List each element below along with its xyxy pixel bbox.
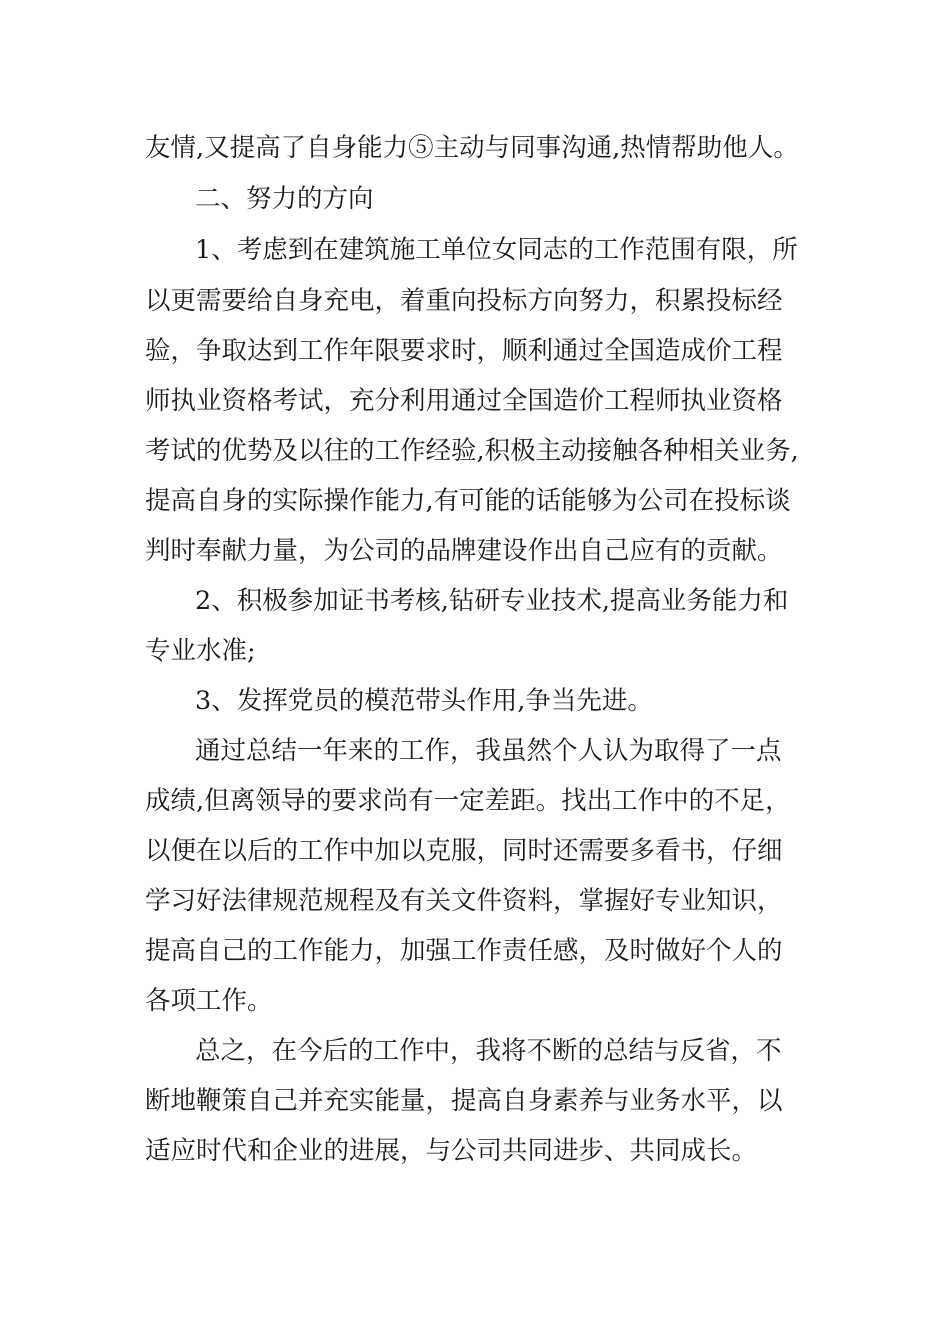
text-line: 师执业资格考试，充分利用通过全国造价工程师执业资格: [145, 386, 783, 416]
text-line: 学习好法律规范规程及有关文件资料，掌握好专业知识，: [145, 886, 783, 916]
text-line: 考试的优势及以往的工作经验,积极主动接触各种相关业务,: [145, 436, 799, 466]
text-line: 提高自身的实际操作能力,有可能的话能够为公司在投标谈: [145, 486, 791, 516]
text-line: 1、考虑到在建筑施工单位女同志的工作范围有限，所: [195, 235, 798, 265]
text-line: 提高自己的工作能力，加强工作责任感，及时做好个人的: [145, 936, 783, 966]
text-line: 以更需要给自身充电，着重向投标方向努力，积累投标经: [145, 286, 783, 316]
text-line: 专业水准;: [145, 636, 256, 666]
text-line: 总之，在今后的工作中，我将不断的总结与反省，不: [195, 1036, 782, 1066]
text-line: 验，争取达到工作年限要求时，顺利通过全国造成价工程: [145, 336, 783, 366]
text-line: 以便在以后的工作中加以克服，同时还需要多看书，仔细: [145, 836, 783, 866]
text-line: 成绩,但离领导的要求尚有一定差距。找出工作中的不足，: [145, 786, 791, 816]
section-heading: 二、努力的方向: [195, 184, 374, 214]
text-line: 适应时代和企业的进展，与公司共同进步、共同成长。: [145, 1136, 758, 1166]
text-line: 各项工作。: [145, 986, 273, 1016]
text-line: 3、发挥党员的模范带头作用,争当先进。: [195, 686, 653, 716]
text-line: 判时奉献力量，为公司的品牌建设作出自己应有的贡献。: [145, 536, 783, 566]
text-line: 友情,又提高了自身能力⑤主动与同事沟通,热情帮助他人。: [145, 133, 799, 163]
text-line: 通过总结一年来的工作，我虽然个人认为取得了一点: [195, 736, 782, 766]
text-line: 2、积极参加证书考核,钻研专业技术,提高业务能力和: [195, 586, 789, 616]
text-line: 断地鞭策自己并充实能量，提高自身素养与业务水平，以: [145, 1086, 783, 1116]
